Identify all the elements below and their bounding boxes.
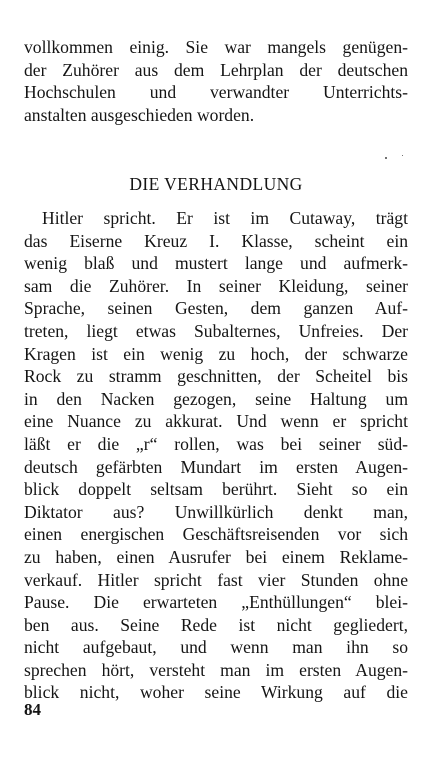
text-line: verkauf. Hitler spricht fast vier Stunden ohne bbox=[24, 569, 408, 590]
text-line: deutsch gefärbten Mundart im ersten Augen- bbox=[24, 456, 408, 477]
text-line: zu haben, einen Ausrufer bei einem Reklame- bbox=[24, 546, 408, 567]
text-line: Sprache, seinen Gesten, dem ganzen Auf- bbox=[24, 298, 408, 319]
text-line: der Zuhörer aus dem Lehrplan der deutschen bbox=[24, 59, 408, 80]
text-line: blick doppelt seltsam berührt. Sieht so ein bbox=[24, 479, 408, 500]
text-line: blick nicht, woher seine Wirkung auf die bbox=[24, 682, 408, 703]
text-line: das Eiserne Kreuz I. Klasse, scheint ein bbox=[24, 230, 408, 251]
text-line: einen energischen Geschäftsreisenden vor sich bbox=[24, 524, 408, 545]
text-line: ben aus. Seine Rede ist nicht gegliedert, bbox=[24, 614, 408, 635]
text-line: wenig blaß und mustert lange und aufmerk- bbox=[24, 253, 408, 274]
text-line: Pause. Die erwarteten „Enthüllungen“ blei- bbox=[24, 592, 408, 613]
page-number: 84 bbox=[24, 700, 41, 719]
text-line: anstalten ausgeschieden worden. bbox=[24, 104, 255, 125]
text-line: Rock zu stramm geschnitten, der Scheitel bis bbox=[24, 366, 408, 387]
text-line: Diktator aus? Unwillkürlich denkt man, bbox=[24, 501, 408, 522]
text-line: Hitler spricht. Er ist im Cutaway, trägt bbox=[42, 208, 408, 228]
text-line: nicht aufgebaut, und wenn man ihn so bbox=[24, 637, 408, 658]
paragraph-previous-section bbox=[24, 36, 408, 126]
print-speck bbox=[402, 155, 403, 156]
text-line: Kragen ist ein wenig zu hoch, der schwarze bbox=[24, 343, 408, 364]
text-line: Hochschulen und verwandter Unterrichts- bbox=[24, 82, 408, 103]
text-line: vollkommen einig. Sie war mangels genügen- bbox=[24, 37, 408, 57]
print-speck bbox=[385, 157, 387, 159]
text-line: läßt er die „r“ rollen, was bei seiner süd- bbox=[24, 433, 408, 454]
paragraph-main bbox=[24, 207, 408, 704]
text-line: in den Nacken gezogen, seine Haltung um bbox=[24, 388, 408, 409]
text-line: sam die Zuhörer. In seiner Kleidung, seiner bbox=[24, 275, 408, 296]
text-line: eine Nuance zu akkurat. Und wenn er spricht bbox=[24, 411, 408, 432]
text-line: sprechen hört, versteht man im ersten Augen- bbox=[24, 659, 408, 680]
section-heading: DIE VERHANDLUNG bbox=[129, 174, 303, 194]
text-line: treten, liegt etwas Subalternes, Unfreies. Der bbox=[24, 320, 408, 341]
